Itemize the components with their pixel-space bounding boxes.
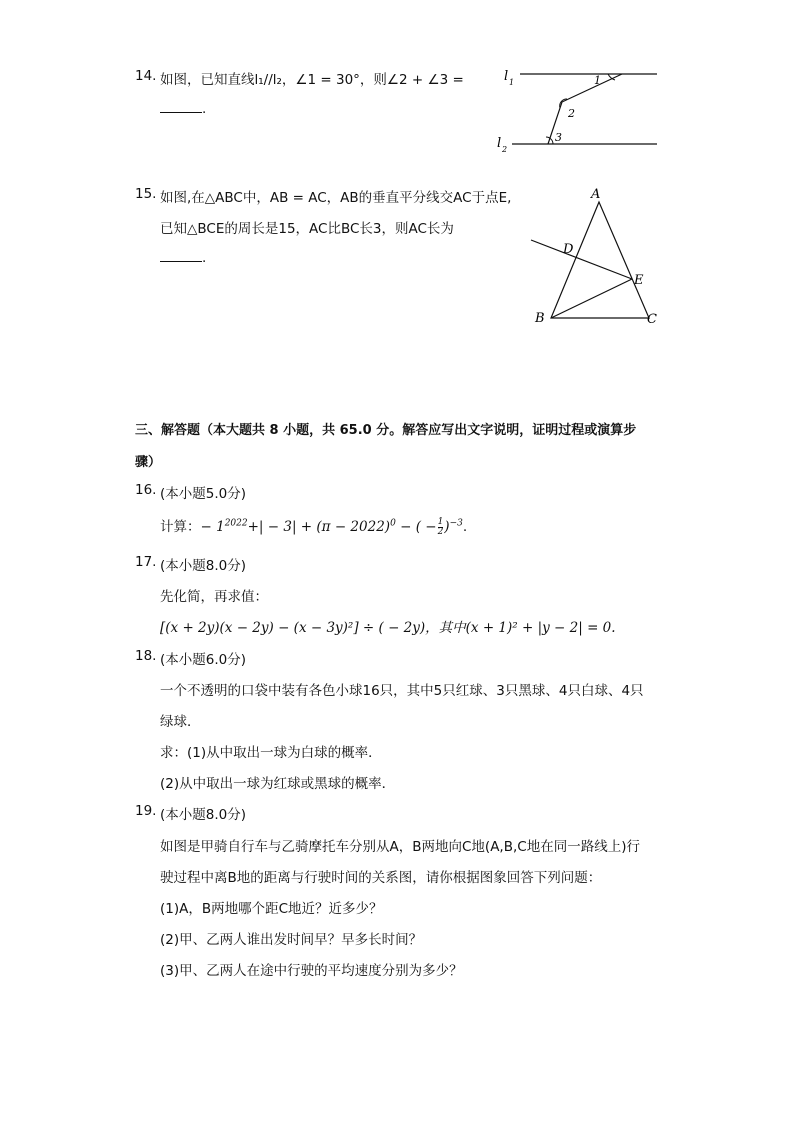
- q16-expr-b: +| − 3| + (π − 2022): [247, 519, 391, 535]
- q17-number: 17.: [135, 554, 157, 570]
- q15-figure: [525, 180, 665, 332]
- q16-expr-b-exp: 0: [390, 518, 396, 529]
- section3-title-line2: 骤）: [135, 455, 162, 470]
- q19-text-line2: 驶过程中离B地的距离与行驶时间的关系图，请你根据图象回答下列问题：: [160, 870, 602, 886]
- q18-text-line1: 一个不透明的口袋中装有各色小球16只，其中5只红球、3只黑球、4只白球、4只: [160, 683, 644, 699]
- q14-number: 14.: [135, 68, 157, 84]
- q18-number: 18.: [135, 648, 157, 664]
- q15-text-line2: 已知△BCE的周长是15，AC比BC长3，则AC长为: [160, 221, 454, 237]
- q15-number: 15.: [135, 186, 157, 202]
- q14-text: 如图，已知直线l₁//l₂，∠1 = 30°，则∠2 + ∠3 =: [160, 72, 464, 88]
- q14-figure: [490, 58, 665, 158]
- q16-expr-c: − ( −: [395, 519, 437, 535]
- q16-frac-den: 2: [437, 526, 444, 537]
- q16-score: (本小题5.0分): [160, 486, 247, 502]
- label-angle2: 2: [568, 107, 575, 120]
- label-l2-sub: 2: [502, 145, 508, 154]
- q19-score: (本小题8.0分): [160, 807, 247, 823]
- q16-expr-end: .: [462, 519, 468, 535]
- q19-text-line5: (3)甲、乙两人在途中行驶的平均速度分别为多少？: [160, 963, 463, 979]
- label-angle1: 1: [594, 74, 601, 87]
- q16-expr-label: 计算：: [160, 519, 201, 535]
- label-d: D: [563, 242, 574, 257]
- q15-period: .: [202, 250, 207, 266]
- q18-text-line2: 绿球．: [160, 714, 201, 730]
- q16-number: 16.: [135, 482, 157, 498]
- label-c: C: [647, 312, 657, 327]
- q16-fraction: [438, 518, 444, 537]
- q16-expr-d-exp: −3: [449, 518, 463, 529]
- label-l1-sub: 1: [509, 78, 515, 87]
- segment-be: [551, 279, 632, 318]
- q16-expr-d: ): [444, 519, 450, 535]
- q18-text-line3: 求：(1)从中取出一球为白球的概率．: [160, 745, 382, 761]
- q14-answer-line: [160, 100, 206, 117]
- q19-number: 19.: [135, 803, 157, 819]
- label-l1: l: [504, 69, 509, 84]
- label-angle3: 3: [555, 131, 562, 144]
- q19-text-line1: 如图是甲骑自行车与乙骑摩托车分别从A，B两地向C地(A,B,C地在同一路线上)行: [160, 839, 640, 855]
- q14-blank: [160, 100, 202, 113]
- q16-expr-a-exp: 2022: [224, 518, 248, 529]
- q18-score: (本小题6.0分): [160, 652, 247, 668]
- q16-expression: [160, 515, 467, 537]
- triangle-abc: [551, 202, 649, 318]
- q19-text-line3: (1)A，B两地哪个距C地近？近多少？: [160, 901, 383, 917]
- q19-text-line4: (2)甲、乙两人谁出发时间早？早多长时间？: [160, 932, 423, 948]
- q15-answer-line: [160, 249, 206, 266]
- q16-frac-num: 1: [437, 516, 444, 527]
- q17-score: (本小题8.0分): [160, 558, 247, 574]
- q15-text-line1: 如图,在△ABC中，AB = AC，AB的垂直平分线交AC于点E,: [160, 190, 512, 206]
- section3-title-line1: 三、解答题（本大题共 8 小题，共 65.0 分。解答应写出文字说明，证明过程或演算步: [135, 423, 637, 438]
- label-e: E: [634, 273, 644, 288]
- q18-text-line4: (2)从中取出一球为红球或黑球的概率．: [160, 776, 396, 792]
- label-b: B: [535, 311, 545, 326]
- q16-expr-a: − 1: [200, 519, 225, 535]
- label-l2: l: [497, 136, 502, 151]
- q17-instruction: 先化简，再求值：: [160, 589, 268, 605]
- q14-period: .: [202, 101, 207, 117]
- q15-blank: [160, 249, 202, 262]
- label-a: A: [591, 187, 601, 202]
- q17-expression: [(x + 2y)(x − 2y) − (x − 3y)²] ÷ ( − 2y)，其中(x + 1)² + |y − 2| = 0.: [160, 620, 616, 636]
